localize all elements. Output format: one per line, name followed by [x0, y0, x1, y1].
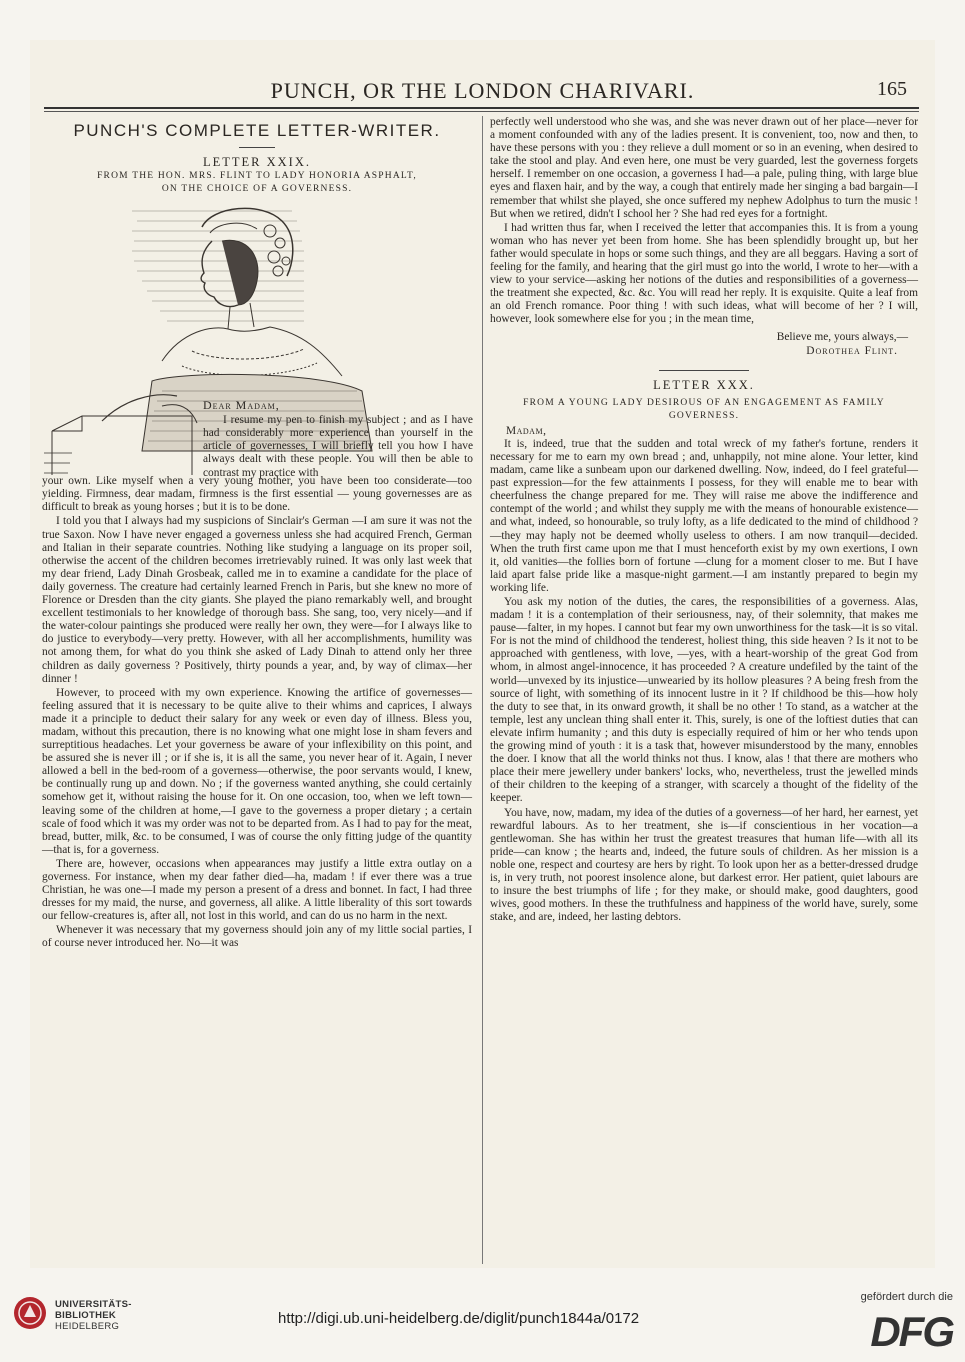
letter-subtitle: GOVERNESS.: [668, 410, 740, 421]
university-line: UNIVERSITÄTS-: [55, 1299, 132, 1310]
article-title: PUNCH'S COMPLETE LETTER-WRITER.: [73, 121, 441, 140]
paragraph: I had written thus far, when I received the letter that accompanies this. It is from a young woman who has never yet been from home. She has been splendidly brought up, but her father would speculate in hops or some such things, and they are all beggars. Having a sort of feeling for the family, and hearing that the girl must go into the world, I wrote to her—with a view to your service—asking her notions of the duties and responsibilities of a governess—the treatment she expected, &c. &c. You will read her reply. It is exquisite. Quite a leaf from an old French romance. Poor thing ! with such ideas, what will become of her ? I will, however, look somewhere else for you ; in the mean time,: [490, 221, 918, 326]
paragraph: It is, indeed, true that the sudden and total wreck of my father's fortune, renders it necessary for me to earn my own bread ; and, unhappily, not mine alone. Your letter, kind madam, came like a sunbeam upon our darkened dwelling. Now, indeed, do I feel grateful—past expression—for the few attainments I possess, for they will enable me to bear with cheerfulness the change prepared for me. They will raise me above the indifference and contempt of the world ; and whilst they supply me with the means of honourable existence—and what, indeed, so honourable, so truly lofty, as a life dedicated to the mind of childhood ?—they may haply not be deemed wholly useless to others. I am now tranquil—decided. When the truth first came upon me that I must henceforth exist by my own exertions, I own it, old vanities—the follies born of fortune —clung for a moment closer to me. But I have laid apart false pride like a masque-night garment.—I am instantly prepared to begin my working life.: [490, 437, 918, 594]
paragraph: I told you that I always had my suspicions of Sinclair's German —I am sure it was not the true Saxon. Now I have never engaged a governess unless she had acquired French, German and Italian in their separate countries. Nothing like studying a language on its proper soil, otherwise the accent of the children becomes irretrievably ruined. It was only last week that my dear friend, Lady Dinah Grosbeak, called me in to examine a candidate for the place of daily governess. The creature had certainly learned French in Paris, but she knew no more of Florence or Dresden than the city giants. She played the piano remarkably well, and brought excellent testimonials to her knowledge of thorough bass. She sang, too, very nicely—and if the water-colour paintings she produced were really her own, they were—for I always like to do justice to everybody—very pretty. However, with all her accomplishments, humility was not among them, for what do you think she asked of Lady Dinah to attend only her three children as daily governess ? Positively, thirty pounds a year, and, by way of climax—her dinner !: [42, 515, 472, 685]
paragraph: You have, now, madam, my idea of the duties of a governess—of her hard, her earnest, yet rewardful labours. As to her treatment, she is—if conscientious in her vocation—a gentlewoman. She has within her trust the greatest treasures that human life—with all its pride—can know ; the hearts and, indeed, the future souls of children. As her mission is a noble one, respect and courtesy are hers by right. To look upon her as a better-dressed drudge is, in very truth, not poorest insolence alone, but darkest error. Her patient, quiet labours are to insure the best triumphs of life ; for they make, or should make, good daughters, good wives, good mothers. In these the truthfulness and happiness of the world have, surely, some stake, and are, indeed, her lasting debtors.: [490, 806, 918, 924]
paragraph: You ask my notion of the duties, the cares, the responsibilities of a governess. Alas, madam ! it is a contemplation of their seriousness, nay, of their solemnity, that makes me pause—falter, in my hopes. I cannot but fear my own unworthiness for the task—it is so vital. For is not the mind of childhood the tenderest, holiest thing, this side heaven ? Is it not to be approached with gentleness, with love, —yes, with a heart-worship of the great God from whom, in almost angel-innocence, it has proceeded ? A creature undefiled by the taint of the world—unvexed by its injustice—unwearied by its hollow pleasures ? A being fresh from the source of light, with something of its innocent lustre in it ? If childhood be this—how holy the duty to see that, in its onward growth, it shall be no other ! To stand, as a watcher at the temple, lest any unclean thing shall enter it. This, surely, is one of the loftiest duties that can elevate infirm humanity ; and this duty is especially required of him or her who tends upon the growing mind of youth : it is a task that, however misunderstood by the many, ennobles the doer. I know that all the world thinks not thus. I know, alas ! that there are mothers who place their mere jewellery under bankers' locks, who, nevertheless, trust the jewelled minds of their children to the keeping of a stranger, with scarcely a thought of the fidelity of the keeper.: [490, 596, 918, 805]
university-line: BIBLIOTHEK: [55, 1310, 117, 1321]
letter-body: [42, 475, 472, 950]
university-seal-icon: [12, 1295, 48, 1331]
funded-by-label: gefördert durch die: [860, 1291, 953, 1303]
scanned-page: [30, 40, 935, 1268]
letter-subtitle: ON THE CHOICE OF A GOVERNESS.: [161, 184, 353, 195]
section-rule: [659, 370, 749, 371]
right-column: [490, 116, 918, 925]
header-rule: [44, 107, 919, 109]
paragraph: Whenever it was necessary that my governess should join any of my little social parties, I of course never introduced her. No—it was: [42, 924, 472, 950]
university-line: HEIDELBERG: [55, 1321, 120, 1332]
letter-subtitle: FROM THE HON. MRS. FLINT TO LADY HONORIA ASPHALT,: [97, 171, 417, 182]
page-number: 165: [877, 78, 907, 100]
opening-paragraph: [203, 414, 473, 479]
title-rule: [239, 147, 275, 148]
running-title: PUNCH, OR THE LONDON CHARIVARI.: [270, 78, 695, 103]
letter-number: LETTER XXIX.: [202, 155, 311, 170]
source-url-link[interactable]: http://digi.ub.uni-heidelberg.de/diglit/punch1844a/0172: [278, 1310, 640, 1327]
letter-subtitle: FROM A YOUNG LADY DESIROUS OF AN ENGAGEMENT AS FAMILY: [523, 397, 885, 408]
paragraph: I resume my pen to finish my subject ; and as I have had considerably more experience than yourself in the article of governesses, I will briefly tell you how I have always dealt with these people. You will then be able to contrast my practice with: [203, 414, 473, 479]
salutation: Dear Madam,: [203, 398, 280, 413]
letter-number: LETTER XXX.: [653, 377, 755, 392]
left-column: [42, 118, 472, 952]
paragraph: There are, however, occasions when appearances may justify a little extra outlay on a governess. For instance, when my dear father died—ha, madam ! if ever there was a true Christian, he was one—I made my person a present of a dress and bonnet. In fact, I had three dresses for my maid, the nurse, and governess, all alike. A little liberality of this sort towards our fellow-creatures is, after all, not lost in this world, and can do us no harm in the next.: [42, 857, 472, 923]
salutation: Madam,: [506, 424, 547, 437]
university-name: [55, 1299, 132, 1332]
signature: Dorothea Flint.: [806, 344, 898, 357]
header-rule-thin: [44, 111, 919, 112]
paragraph: your own. Like myself when a very young mother, you have been too considerate—too yielding. Firmness, dear madam, firmness is the first essential — young governesses are as difficult to break as young horses ; but it is to be done.: [42, 475, 472, 514]
column-rule: [482, 116, 483, 1264]
dfg-logo: DFG: [870, 1308, 953, 1355]
paragraph: perfectly well understood who she was, and she was never drawn out of her place—never for a moment confounded with any of the ladies present. It is convenient, too, now and then, to have these persons with you : they relieve a dull moment or so in an evening, when desired to take the stool and play. And even here, one must be very guarded, lest the governess forgets herself. I remember on one occasion, a governess I had—a pale, puling thing, with large blue eyes and flaxen hair, and by the way, a cough that entirely made her singing a bad bargain—I remember that whilst she played, she once suffered my nephew Adolphus to turn the music ! But when we retired, didn't I school her ? She had red eyes for a fortnight.: [490, 116, 918, 220]
illustration-block: [42, 201, 473, 479]
signature-block: [490, 331, 918, 358]
closing-line: Believe me, yours always,—: [776, 330, 908, 343]
paragraph: However, to proceed with my own experience. Knowing the artifice of governesses—feeling assured that it is necessary to be quite alive to their whims and caprices, I always made it a principle to deduct their salary for any week or even day of illness. Bless you, madam, without this precaution, there is no knowing what one might lose in sham fevers and surreptitious headaches. Let your governess be aware of your inflexibility on this point, and be assured she is never ill ; or if she is, it is all the same, you never hear of it. Again, I never allowed a bell in the bed-room of a governess—otherwise, the poor servants would, I knew, be continually rung up and down. No ; if the governess wanted anything, she could certainly somehow get it, without raising the house for it. On one occasion, too, when we left town—leaving some of the children at home,—I gave to the governess a proper dietary ; a certain scale of food which it was my order was not to be departed from. As I had to pay for the meat, bread, butter, milk, &c. to be consumed, I was of course the only fitting judge of the quantity—that is, for a governess.: [42, 686, 472, 856]
viewer-footer: [0, 1282, 965, 1362]
